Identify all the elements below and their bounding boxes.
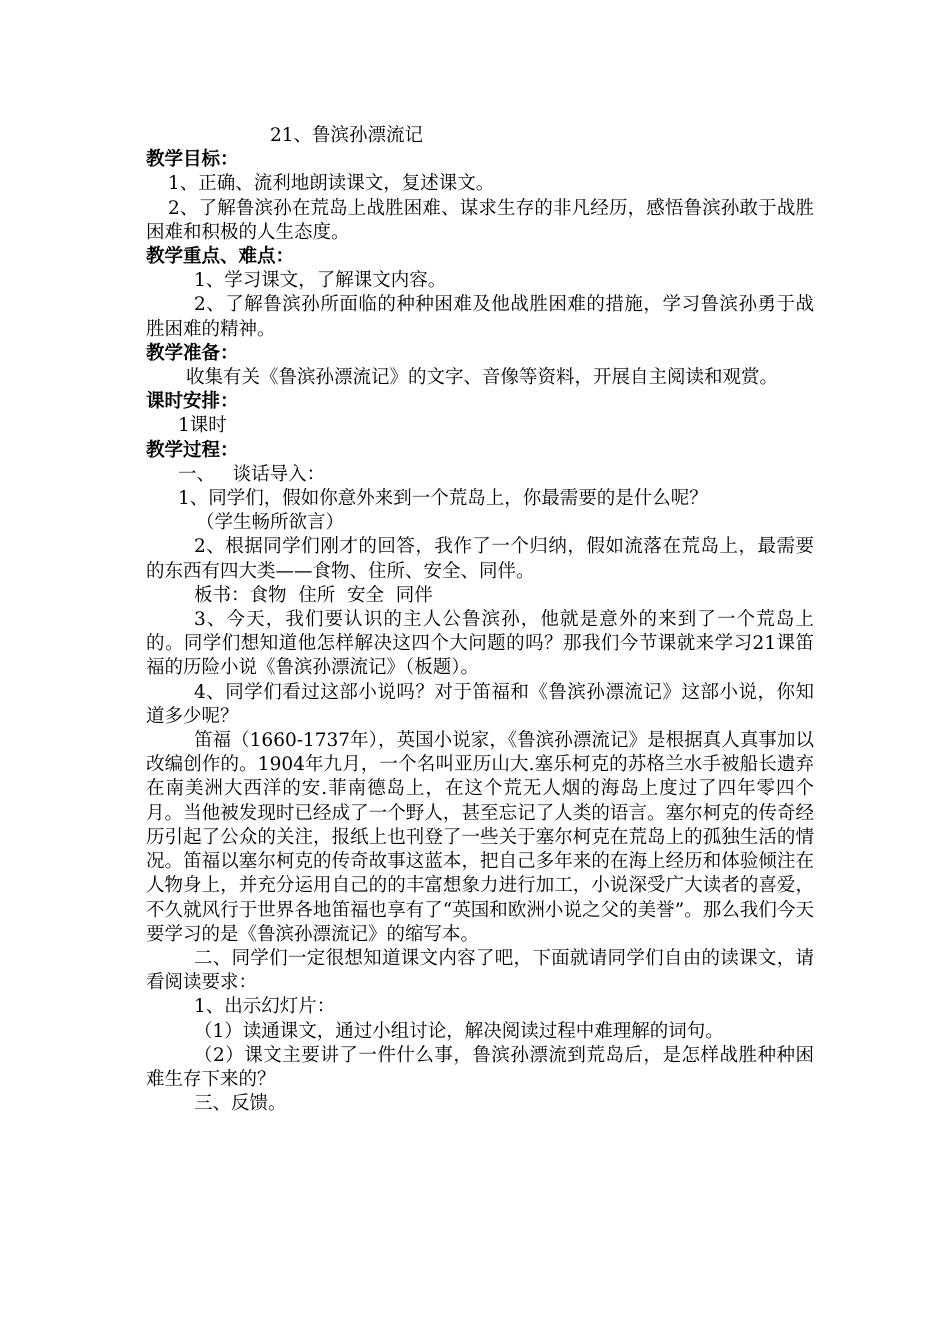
step-2-text: 二、同学们一定很想知道课文内容了吧，下面就请同学们自由的读课文，请看阅读要求： <box>146 947 814 994</box>
preparation-heading: 教学准备： <box>146 342 239 364</box>
goal-2: 2、了解鲁滨孙在荒岛上战胜困难、谋求生存的非凡经历，感悟鲁滨孙敢于战胜困难和积极的人生态度。 <box>146 197 814 243</box>
document-body <box>146 124 814 1116</box>
key-point-1: 1、学习课文，了解课文内容。 <box>194 270 447 292</box>
key-point-2: 2、了解鲁滨孙所面临的种种困难及他战胜困难的措施，学习鲁滨孙勇于战胜困难的精神。 <box>146 294 814 340</box>
key-points-heading: 教学重点、难点： <box>146 246 295 268</box>
blackboard-text: 板书：食物 住所 安全 同伴 <box>194 584 433 606</box>
schedule-text: 1课时 <box>178 415 227 437</box>
question-1-note: （学生畅所欲言） <box>196 512 345 534</box>
goals-heading: 教学目标： <box>146 149 239 171</box>
goal-1: 1、正确、流利地朗读课文，复述课文。 <box>168 173 495 195</box>
defoe-introduction: 笛福（1660-1737年），英国小说家，《鲁滨孙漂流记》是根据真人真事加以改编创作的。1904年九月，一个名叫亚历山大.塞乐柯克的苏格兰水手被船长遗弃在南美洲大西洋的安.菲南德岛上，在这个荒无人烟的海岛上度过了四年零四个月。当他被发现时已经成了一个野人，甚至忘记了人类的语言。塞尔柯克的传奇经历引起了公众的关注，报纸上也刊登了一些关于塞尔柯克在荒岛上的孤独生活的情况。笛福以塞尔柯克的传奇故事这蓝本，把自己多年来的在海上经历和体验倾注在人物身上，并充分运用自己的的丰富想象力进行加工，小说深受广大读者的喜爱，不久就风行于世界各地笛福也享有了“英国和欧洲小说之父的美誉”。那么我们今天要学习的是《鲁滨孙漂流记》的缩写本。 <box>146 730 814 945</box>
question-3: 3、今天，我们要认识的主人公鲁滨孙，他就是意外的来到了一个荒岛上的。同学们想知道他怎样解决这四个大问题的吗？那我们今节课就来学习21课笛福的历险小说《鲁滨孙漂流记》（板题）。 <box>146 609 814 679</box>
step-3-text: 三、反馈。 <box>194 1093 287 1115</box>
question-2: 2、根据同学们刚才的回答，我作了一个归纳，假如流落在荒岛上，最需要的东西有四大类——食物、住所、安全、同伴。 <box>146 536 814 582</box>
reading-requirement-2: （2）课文主要讲了一件什么事，鲁滨孙漂流到荒岛后，是怎样战胜种种困难生存下来的？ <box>146 1044 814 1090</box>
question-1: 1、同学们，假如你意外来到一个荒岛上，你最需要的是什么呢？ <box>178 488 708 510</box>
document-title: 21、鲁滨孙漂流记 <box>270 125 424 146</box>
process-heading: 教学过程： <box>146 439 239 461</box>
step-1-heading: 一、 谈话导入： <box>178 463 326 485</box>
preparation-text: 收集有关《鲁滨孙漂流记》的文字、音像等资料，开展自主阅读和观赏。 <box>186 367 779 389</box>
question-4: 4、同学们看过这部小说吗？对于笛福和《鲁滨孙漂流记》这部小说，你知道多少呢？ <box>146 681 814 727</box>
slide-instruction: 1、出示幻灯片： <box>194 996 336 1018</box>
reading-requirement-1: （1）读通课文，通过小组讨论，解决阅读过程中难理解的词句。 <box>194 1020 724 1042</box>
schedule-heading: 课时安排： <box>146 391 239 413</box>
